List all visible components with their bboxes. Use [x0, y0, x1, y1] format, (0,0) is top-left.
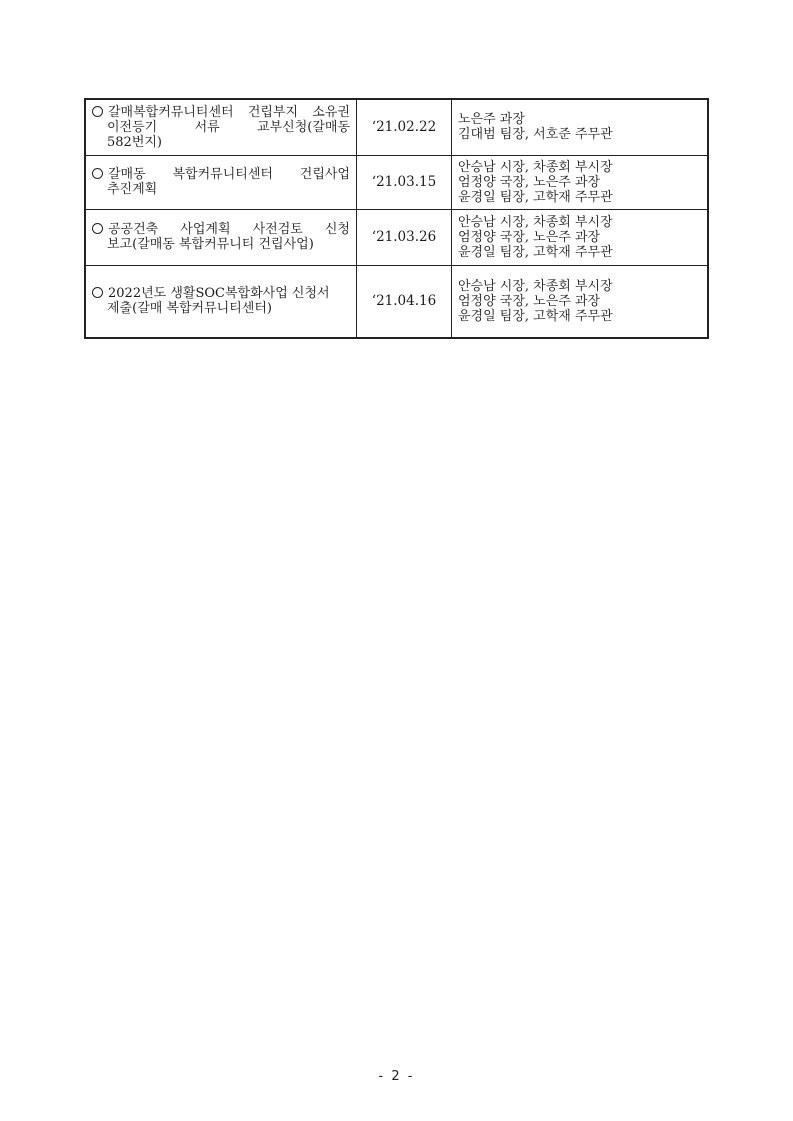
task-text: 2022년도 생활SOC복합화사업 신청서: [108, 286, 330, 302]
task-line: 추진계획: [107, 182, 158, 197]
people-cell: [452, 265, 709, 338]
people-line: 엄정양 국장, 노은주 과장: [458, 174, 601, 190]
table-row: [85, 209, 708, 265]
task-text: 갈매복합커뮤니티센터 건립부지 소유권: [108, 104, 350, 120]
date-cell: ‘21.03.26: [357, 209, 452, 265]
task-text: 갈매동 복합커뮤니티센터 건립사업: [108, 167, 350, 182]
task-cell: [85, 155, 357, 209]
people-line: 엄정양 국장, 노은주 과장: [458, 293, 601, 309]
people-line: 노은주 과장: [458, 112, 525, 128]
people-cell: [452, 99, 709, 155]
people-line: 엄정양 국장, 노은주 과장: [458, 229, 601, 245]
task-line: 보고(갈매동 복합커뮤니티 건립사업): [107, 237, 314, 252]
circle-bullet-icon: [92, 223, 103, 234]
page-number: - 2 -: [378, 1069, 415, 1084]
task-cell: [85, 99, 357, 155]
task-line: [92, 286, 350, 301]
people-line: 윤경일 팀장, 고학재 주무관: [458, 308, 613, 324]
people-line: 안승남 시장, 차종회 부시장: [458, 159, 613, 175]
task-line: [92, 167, 350, 182]
date-cell: ‘21.02.22: [357, 99, 452, 155]
table-row: [85, 155, 708, 209]
circle-bullet-icon: [92, 287, 103, 298]
people-line: 윤경일 팀장, 고학재 주무관: [458, 189, 613, 205]
circle-bullet-icon: [92, 106, 103, 117]
people-line: 안승남 시장, 차종회 부시장: [458, 214, 613, 230]
task-cell: [85, 265, 357, 338]
task-line: [92, 105, 350, 120]
task-cell: [85, 209, 357, 265]
task-line: 582번지): [107, 134, 163, 150]
task-line: [92, 222, 350, 237]
task-line: 이전등기 서류 교부신청(갈매동: [107, 119, 350, 135]
table-row: [85, 265, 708, 338]
date-cell: ‘21.03.15: [357, 155, 452, 209]
history-table: [84, 98, 709, 339]
circle-bullet-icon: [92, 168, 103, 179]
people-line: 윤경일 팀장, 고학재 주무관: [458, 244, 613, 260]
date-cell: ‘21.04.16: [357, 265, 452, 338]
people-cell: [452, 155, 709, 209]
people-line: 안승남 시장, 차종회 부시장: [458, 278, 613, 294]
people-line: 김대범 팀장, 서호준 주무관: [458, 127, 613, 143]
people-cell: [452, 209, 709, 265]
task-text: 공공건축 사업계획 사전검토 신청: [108, 222, 350, 237]
task-line: 제출(갈매 복합커뮤니티센터): [107, 301, 272, 317]
table-row: [85, 99, 708, 155]
